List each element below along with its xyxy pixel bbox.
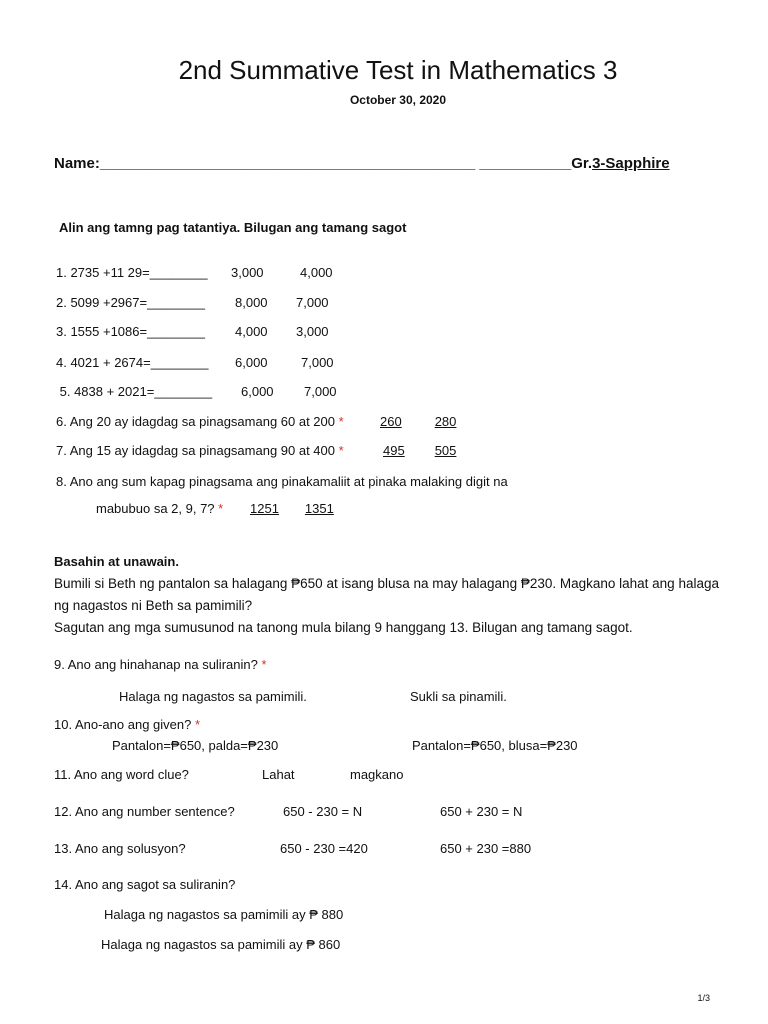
question-14: 14. Ano ang sagot sa suliranin? <box>54 877 236 892</box>
choice-8a: 1251 <box>250 501 279 516</box>
choice-2b: 7,000 <box>296 295 329 310</box>
question-text: 3. 1555 +1086=________ <box>56 324 205 339</box>
question-1 <box>56 265 208 280</box>
name-label: Name: <box>54 155 100 172</box>
question-text: 7. Ang 15 ay idagdag sa pinagsamang 90 at 400 <box>56 443 335 458</box>
choice-12b: 650 + 230 = N <box>440 804 523 819</box>
question-3 <box>56 324 205 339</box>
choice-11a: Lahat <box>262 767 295 782</box>
part1-instruction: Alin ang tamng pag tatantiya. Bilugan ang tamang sagot <box>59 220 407 235</box>
question-8-cont <box>96 501 223 516</box>
grade-section: 3-Sapphire <box>592 155 670 172</box>
question-8: 8. Ano ang sum kapag pinagsama ang pinakamaliit at pinaka malaking digit na <box>56 474 508 489</box>
required-asterisk: * <box>194 717 201 732</box>
page-number: 1/3 <box>697 993 710 1003</box>
question-5 <box>56 384 212 399</box>
choice-8b: 1351 <box>304 501 334 516</box>
choice-9a: Halaga ng nagastos sa pamimili. <box>119 689 307 704</box>
question-2 <box>56 295 205 310</box>
question-text: 5. 4838 + 2021=________ <box>56 384 213 399</box>
name-blank: _____________________________________________ ___________ <box>99 155 572 172</box>
question-12: 12. Ano ang number sentence? <box>54 804 235 819</box>
required-asterisk: * <box>338 443 344 458</box>
choice-3b: 3,000 <box>296 324 329 339</box>
choice-1a: 3,000 <box>231 265 264 280</box>
choice-8 <box>250 501 334 516</box>
choice-14a: Halaga ng nagastos sa pamimili ay ₱ 880 <box>104 907 344 922</box>
question-4 <box>56 355 209 370</box>
choice-9b: Sukli sa pinamili. <box>410 689 507 704</box>
choice-6a: 260 <box>380 414 402 429</box>
choice-2a: 8,000 <box>235 295 268 310</box>
question-text: 10. Ano-ano ang given? <box>54 717 192 732</box>
choice-7a: 495 <box>383 443 405 458</box>
required-asterisk: * <box>261 657 267 672</box>
choice-7 <box>383 443 456 458</box>
part2-instruction: Sagutan ang mga sumusunod na tanong mula bilang 9 hanggang 13. Bilugan ang tamang sagot. <box>54 620 633 635</box>
word-problem: Bumili si Beth ng pantalon sa halagang ₱650 at isang blusa na may halagang ₱230. Magkano lahat ang halaga ng nagastos ni Beth sa pamimili? <box>54 576 719 613</box>
choice-10a: Pantalon=₱650, palda=₱230 <box>112 738 279 753</box>
question-10 <box>54 717 200 732</box>
test-date: October 30, 2020 <box>349 93 447 107</box>
question-7 <box>56 443 344 458</box>
question-text: 4. 4021 + 2674=________ <box>56 355 209 370</box>
choice-3a: 4,000 <box>235 324 268 339</box>
page-title: 2nd Summative Test in Mathematics 3 <box>178 55 618 85</box>
choice-13b: 650 + 230 =880 <box>440 841 532 856</box>
question-13: 13. Ano ang solusyon? <box>54 841 186 856</box>
choice-5a: 6,000 <box>241 384 274 399</box>
part2-heading: Basahin at unawain. <box>54 554 179 569</box>
choice-7b: 505 <box>434 443 457 458</box>
question-11: 11. Ano ang word clue? <box>54 767 189 782</box>
choice-12a: 650 - 230 = N <box>283 804 363 819</box>
required-asterisk: * <box>218 501 224 516</box>
question-text: mabubuo sa 2, 9, 7? <box>96 501 215 516</box>
question-text: 1. 2735 +11 29=________ <box>56 265 208 280</box>
choice-4a: 6,000 <box>235 355 268 370</box>
choice-11b: magkano <box>350 767 404 782</box>
question-text: 6. Ang 20 ay idagdag sa pinagsamang 60 at 200 <box>56 414 335 429</box>
choice-5b: 7,000 <box>304 384 337 399</box>
question-9 <box>54 657 267 672</box>
choice-1b: 4,000 <box>300 265 333 280</box>
grade-prefix: Gr. <box>571 155 593 172</box>
choice-10b: Pantalon=₱650, blusa=₱230 <box>412 738 578 753</box>
choice-6 <box>380 414 456 429</box>
choice-4b: 7,000 <box>301 355 334 370</box>
required-asterisk: * <box>338 414 344 429</box>
question-text: 2. 5099 +2967=________ <box>56 295 205 310</box>
question-6 <box>56 414 344 429</box>
choice-13a: 650 - 230 =420 <box>280 841 368 856</box>
choice-6b: 280 <box>434 414 457 429</box>
choice-14b: Halaga ng nagastos sa pamimili ay ₱ 860 <box>101 937 341 952</box>
question-text: 9. Ano ang hinahanap na suliranin? <box>54 657 258 672</box>
name-line <box>54 155 670 172</box>
